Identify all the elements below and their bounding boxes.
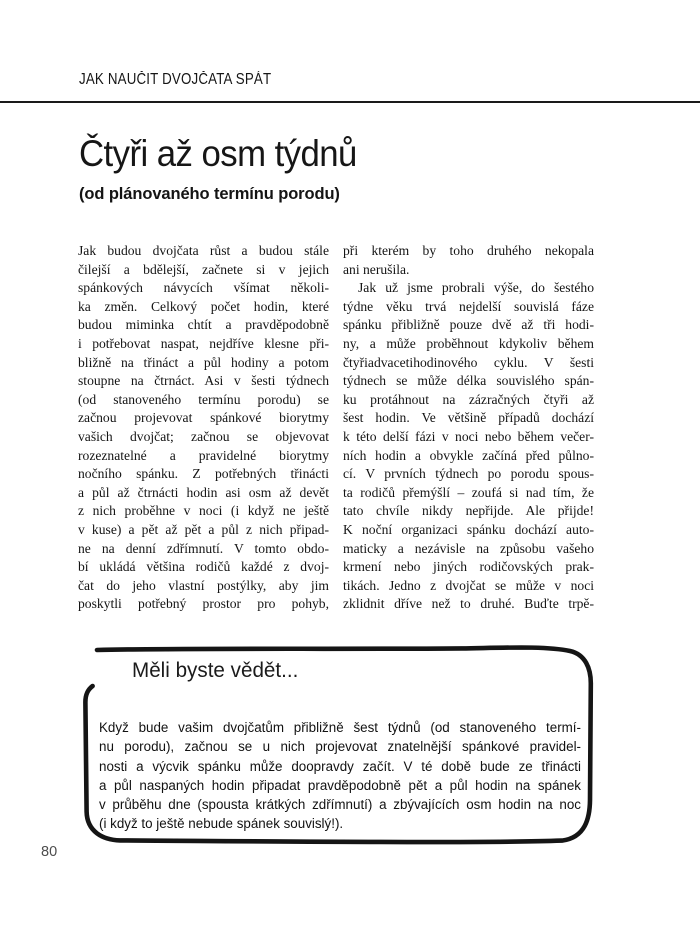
text-line: v kuse) a pět až pět a půl z nich připad- — [78, 521, 329, 537]
running-header: JAK NAUČIT DVOJČATA SPÁT — [79, 71, 272, 88]
text-line: Jak budou dvojčata růst a budou stále — [78, 243, 329, 258]
body-text-columns — [78, 242, 594, 614]
text-line: týdne věku trvá nejdelší souvislá fáze — [343, 298, 594, 314]
text-line: bí ukládá většina rodičů každé z dvoj- — [78, 559, 329, 575]
text-line: spánkových návycích všímat několi- — [78, 280, 329, 296]
header-rule — [0, 101, 700, 103]
text-line: a půl až čtrnácti hodin asi osm až devět — [78, 484, 329, 500]
text-line: stoupne na čtrnáct. Asi v šesti týdnech — [78, 373, 329, 389]
text-line: při kterém by toho druhého nekopala — [343, 243, 594, 258]
text-line: čtyřiadvacetihodinového cyklu. V šesti — [343, 354, 594, 370]
text-line: vašich dvojčat; začnou se objevovat — [78, 428, 329, 444]
text-line: ku protáhnout na zázračných čtyři až — [343, 391, 594, 407]
text-line: poskytli potřebný prostor pro pohyb, — [78, 596, 329, 612]
text-line: K noční organizaci spánku dochází auto- — [343, 521, 594, 537]
text-line: (od stanoveného termínu porodu) se — [78, 391, 329, 407]
info-box — [82, 641, 598, 853]
text-line: bližně na třináct a půl hodiny a potom — [78, 354, 329, 370]
text-line: ka změn. Celkový počet hodin, které — [78, 298, 329, 314]
text-line: krmení nebo jiných rodičovských prak- — [343, 559, 594, 575]
left-column — [78, 242, 329, 614]
text-line: i potřebovat naspat, nejdříve klesne při- — [78, 335, 329, 351]
chapter-title: Čtyři až osm týdnů — [79, 133, 357, 174]
text-line: tikách. Jedno z dvojčat se může v noci — [343, 577, 594, 593]
text-line: z nich proběhne v noci (i když ne ještě — [78, 503, 329, 519]
text-line: čilejší a bdělejší, začnete si v jejich — [78, 261, 329, 277]
text-line: čat do jeho vlastní postýlky, aby jim — [78, 577, 329, 593]
text-line: Když bude vašim dvojčatům přibližně šest týdnů (od stanoveného termí- — [99, 720, 581, 735]
text-line: v průběhu dne (spousta krátkých zdřímnutí) a zbývajících osm hodin na noc — [99, 797, 581, 813]
page-number: 80 — [41, 844, 58, 860]
text-line: ních hodin a obvykle začíná před půlno- — [343, 447, 594, 463]
text-line: Jak už jsme probrali výše, do šestého — [358, 280, 594, 296]
text-line: týdnech se může délka souvislého spán- — [343, 373, 594, 389]
info-box-heading: Měli byste vědět... — [132, 658, 299, 682]
text-line: cí. V prvních týdnech po porodu spous- — [343, 466, 594, 482]
chapter-subtitle: (od plánovaného termínu porodu) — [79, 184, 340, 203]
text-line: ta rodičů přemýšlí – zoufá si nad tím, že — [343, 484, 594, 500]
text-line: tato chvíle nikdy nepřijde. Ale přijde! — [343, 503, 594, 519]
right-column — [343, 242, 594, 614]
text-line: spánku přibližně pouze dvě až tři hodi- — [343, 317, 594, 333]
text-line: ny, a může proběhnout kdykoliv během — [343, 335, 594, 351]
text-line: rozeznatelné a pravidelné biorytmy — [78, 447, 329, 463]
text-line: nu porodu), začnou se u nich projevovat znatelnější spánkové pravidel- — [99, 739, 581, 755]
text-line: nosti a výcvik spánku může doopravdy začít. V té době bude ze třinácti — [99, 758, 581, 774]
text-line: nočního spánku. Z potřebných třinácti — [78, 466, 329, 482]
info-box-body — [99, 718, 581, 834]
text-line: ani nerušila. — [343, 261, 410, 277]
text-line: zklidnit dříve než to druhé. Buďte trpě- — [343, 596, 594, 612]
text-line: šest hodin. Ve většině případů dochází — [343, 410, 594, 426]
text-line: (i když to ještě nebude spánek souvislý!). — [99, 816, 344, 832]
text-line: ne na denní zdřímnutí. V tomto obdo- — [78, 540, 329, 556]
text-line: budou miminka chtít a pravděpodobně — [78, 317, 329, 333]
text-line: a půl naspaných hodin připadat pravděpodobně pět a půl hodin na spánek — [99, 777, 581, 793]
text-line: maticky a nezávisle na způsobu vašeho — [343, 540, 594, 556]
text-line: začnou projevovat spánkové biorytmy — [78, 410, 329, 426]
text-line: k této delší fázi v noci nebo během večer- — [343, 428, 594, 444]
